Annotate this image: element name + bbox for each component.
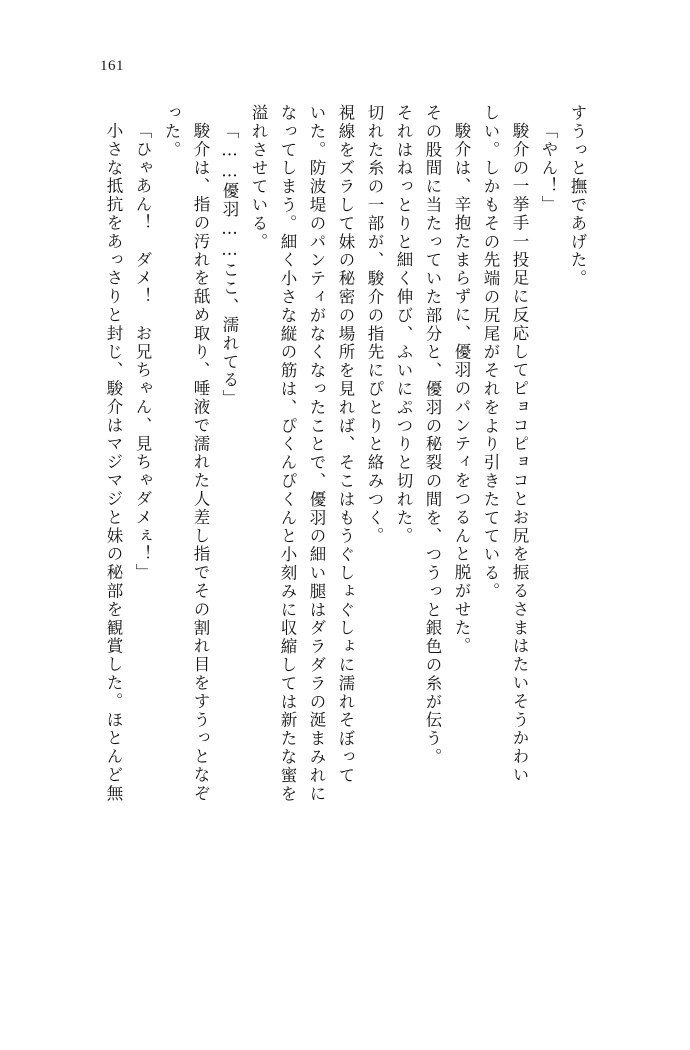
body-text-columns (92, 104, 612, 976)
text-column: 溢れさせている。 (249, 104, 268, 252)
text-column: 駿介は、辛抱たまらずに、優羽のパンティをつるんと脱がせた。 (452, 122, 471, 656)
text-column: 駿介の一挙手一投足に反応してピョコピョコとお尻を振るさまはたいそうかわい (510, 122, 529, 785)
text-column: すうっと撫であげた。 (568, 104, 587, 288)
text-column: 視線をズラして妹の秘密の場所を見れば、そこはもうぐしょぐしょに濡れそぼって (336, 104, 355, 785)
text-column: 小さな抵抗をあっさりと封じ、駿介はマジマジと妹の秘部を観賞した。ほとんど無 (104, 122, 123, 803)
text-column: った。 (162, 104, 181, 160)
text-column: 「……優羽……ここ、濡れてる」 (220, 122, 239, 408)
text-column: なってしまう。細く小さな縦の筋は、ぴくんぴくんと小刻みに収縮しては新たな蜜を (278, 104, 297, 804)
text-column: 「ひゃあん！ ダメ！ お兄ちゃん、見ちゃダメぇ！」 (133, 122, 152, 582)
text-column: 切れた糸の一部が、駿介の指先にぴとりと絡みつく。 (365, 104, 384, 546)
text-column: いた。防波堤のパンティがなくなったことで、優羽の細い腿はダラダラの涎まみれに (307, 104, 326, 804)
text-column: 駿介は、指の汚れを舐め取り、唾液で濡れた人差し指でその割れ目をすうっとなぞ (191, 122, 210, 803)
text-column: その股間に当たっていた部分と、優羽の秘裂の間を、つうっと銀色の糸が伝う。 (423, 104, 442, 767)
page-number: 161 (100, 58, 124, 74)
text-column: 「やん！」 (539, 122, 558, 214)
text-column: それはねっとりと細く伸び、ふいにぷつりと切れた。 (394, 104, 413, 546)
text-column: しい。しかもその先端の尻尾がそれをより引きたてている。 (481, 104, 500, 601)
